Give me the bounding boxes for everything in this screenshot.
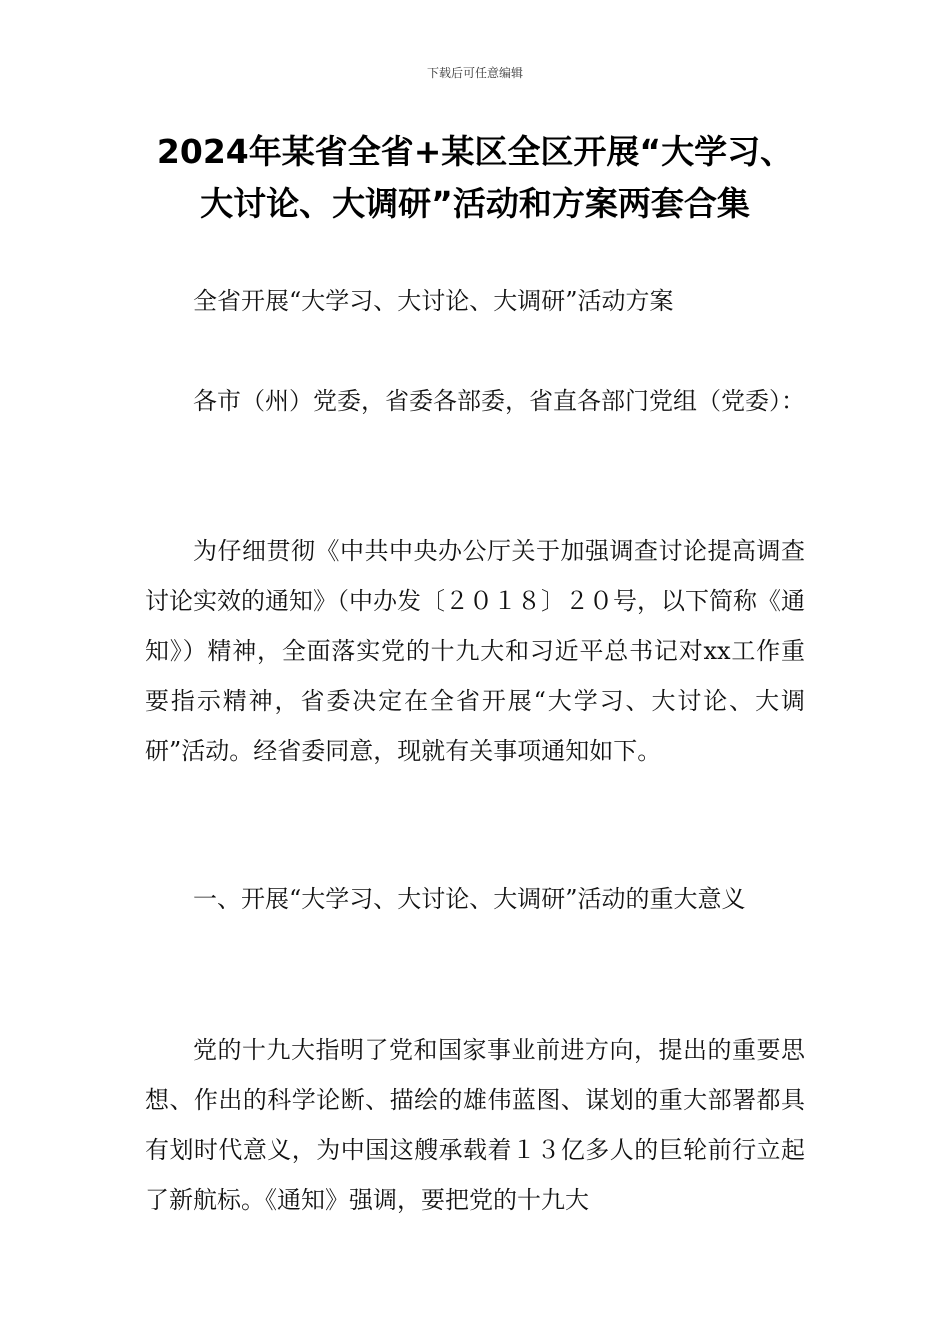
intro-paragraph: 为仔细贯彻《中共中央办公厅关于加强调查讨论提高调查讨论实效的通知》（中办发〔２０１８〕２０号，以下简称《通知》）精神，全面落实党的十九大和习近平总书记对xx工作重要指示精神，省委决定在全省开展“大学习、大讨论、大调研”活动。经省委同意，现就有关事项通知如下。 [145, 537, 805, 765]
title-line-1: 2024年某省全省+某区全区开展“大学习、 [156, 132, 794, 171]
address-paragraph: 各市（州）党委，省委各部委，省直各部门党组（党委）： [193, 387, 805, 415]
title-line-2: 大讨论、大调研”活动和方案两套合集 [200, 184, 750, 223]
plan-subtitle: 全省开展“大学习、大讨论、大调研”活动方案 [193, 287, 674, 315]
section-heading-1: 一、开展“大学习、大讨论、大调研”活动的重大意义 [193, 885, 746, 913]
document-title [100, 126, 850, 230]
header-note: 下载后可任意编辑 [426, 66, 523, 80]
body-paragraph-1: 党的十九大指明了党和国家事业前进方向，提出的重要思想、作出的科学论断、描绘的雄伟蓝图、谋划的重大部署都具有划时代意义，为中国这艘承载着１３亿多人的巨轮前行立起了新航标。《通知》强调，要把党的十九大 [145, 1036, 805, 1214]
